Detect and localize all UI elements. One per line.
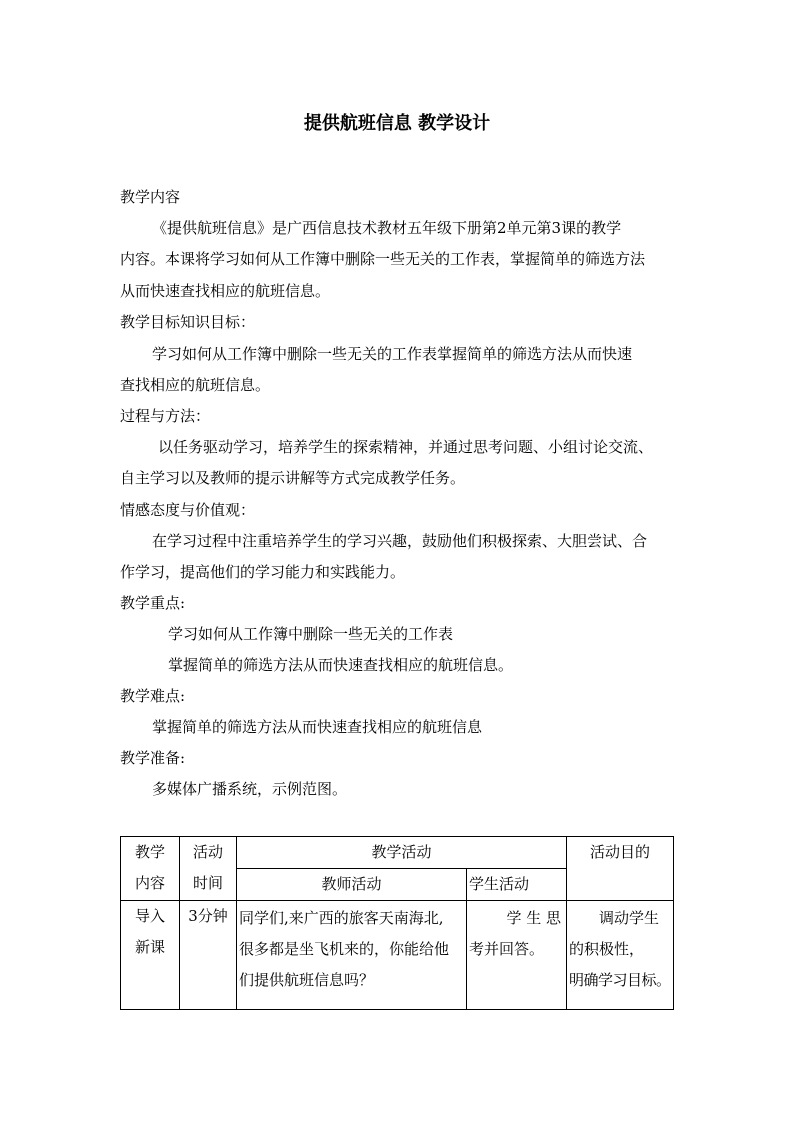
document-title: 提供航班信息 教学设计 — [303, 113, 491, 134]
cell-text: 们提供航班信息吗？ — [239, 971, 375, 989]
table-row — [121, 901, 674, 1010]
header-student-activity — [467, 869, 567, 901]
paragraph-line: 多媒体广播系统，示例范图。 — [152, 780, 348, 798]
cell-text: 导入 — [134, 907, 165, 925]
heading-process: 过程与方法： — [120, 407, 211, 425]
heading-preparation: 教学准备: — [120, 749, 186, 767]
header-teaching-content — [121, 837, 180, 901]
cell-text: 学 生 思 — [506, 909, 562, 927]
cell-teacher-activity — [237, 901, 467, 1010]
paragraph-line: 查找相应的航班信息。 — [120, 376, 271, 394]
paragraph-line: 作学习，提高他们的学习能力和实践能力。 — [120, 563, 406, 581]
cell-content — [121, 901, 180, 1010]
cell-student-activity — [467, 901, 567, 1010]
cell-text: 很多都是坐飞机来的，你能给他 — [239, 940, 450, 958]
header-text: 内容 — [134, 874, 165, 892]
header-teaching-activity: 教学活动 — [237, 837, 567, 869]
heading-objectives: 教学目标知识目标： — [120, 313, 256, 331]
cell-text-block — [567, 901, 673, 996]
paragraph-line: 在学习过程中注重培养学生的学习兴趣，鼓励他们积极探索、大胆尝试、合 — [152, 532, 648, 550]
cell-text: 调动学生 — [599, 909, 660, 927]
cell-text: 明确学习目标。 — [569, 971, 671, 989]
cell-text-block — [237, 901, 466, 996]
cell-text: 新课 — [134, 938, 165, 956]
paragraph-line: 自主学习以及教师的提示讲解等方式完成教学任务。 — [120, 469, 466, 487]
table-header-row — [121, 837, 674, 869]
paragraph-line: 掌握简单的筛选方法从而快速查找相应的航班信息。 — [168, 656, 514, 674]
header-text: 教学 — [134, 843, 165, 861]
header-teacher-activity: 教师活动 — [237, 869, 467, 901]
lesson-table — [120, 836, 674, 1010]
heading-content: 教学内容 — [120, 188, 181, 206]
paragraph-line: 内容。本课将学习如何从工作簿中删除一些无关的工作表，掌握简单的筛选方法 — [120, 250, 646, 268]
paragraph-line: 掌握简单的筛选方法从而快速查找相应的航班信息 — [152, 718, 483, 736]
cell-text-block — [467, 901, 566, 965]
header-text: 学生活动 — [469, 875, 530, 893]
paragraph-line: 《提供航班信息》是广西信息技术教材五年级下册第2单元第3课的教学 — [152, 219, 622, 237]
cell-text: 的积极性， — [569, 940, 645, 958]
cell-purpose — [567, 901, 674, 1010]
header-activity-purpose: 活动目的 — [567, 837, 674, 901]
header-activity-time — [180, 837, 237, 901]
paragraph-line: 以任务驱动学习，培养学生的探索精神，并通过思考问题、小组讨论交流、 — [158, 438, 654, 456]
header-text: 时间 — [192, 874, 223, 892]
cell-text: 同学们,来广西的旅客天南海北, — [239, 909, 444, 927]
paragraph-line: 学习如何从工作簿中删除一些无关的工作表 — [168, 625, 454, 643]
heading-attitude: 情感态度与价值观： — [120, 501, 256, 519]
paragraph-line: 学习如何从工作簿中删除一些无关的工作表掌握简单的筛选方法从而快速 — [152, 345, 633, 363]
header-text: 活动 — [192, 843, 223, 861]
cell-text: 考并回答。 — [469, 940, 545, 958]
paragraph-line: 从而快速查找相应的航班信息。 — [120, 282, 331, 300]
cell-time: 3分钟 — [180, 901, 237, 1010]
heading-key-points: 教学重点: — [120, 594, 186, 612]
heading-difficulties: 教学难点: — [120, 687, 186, 705]
